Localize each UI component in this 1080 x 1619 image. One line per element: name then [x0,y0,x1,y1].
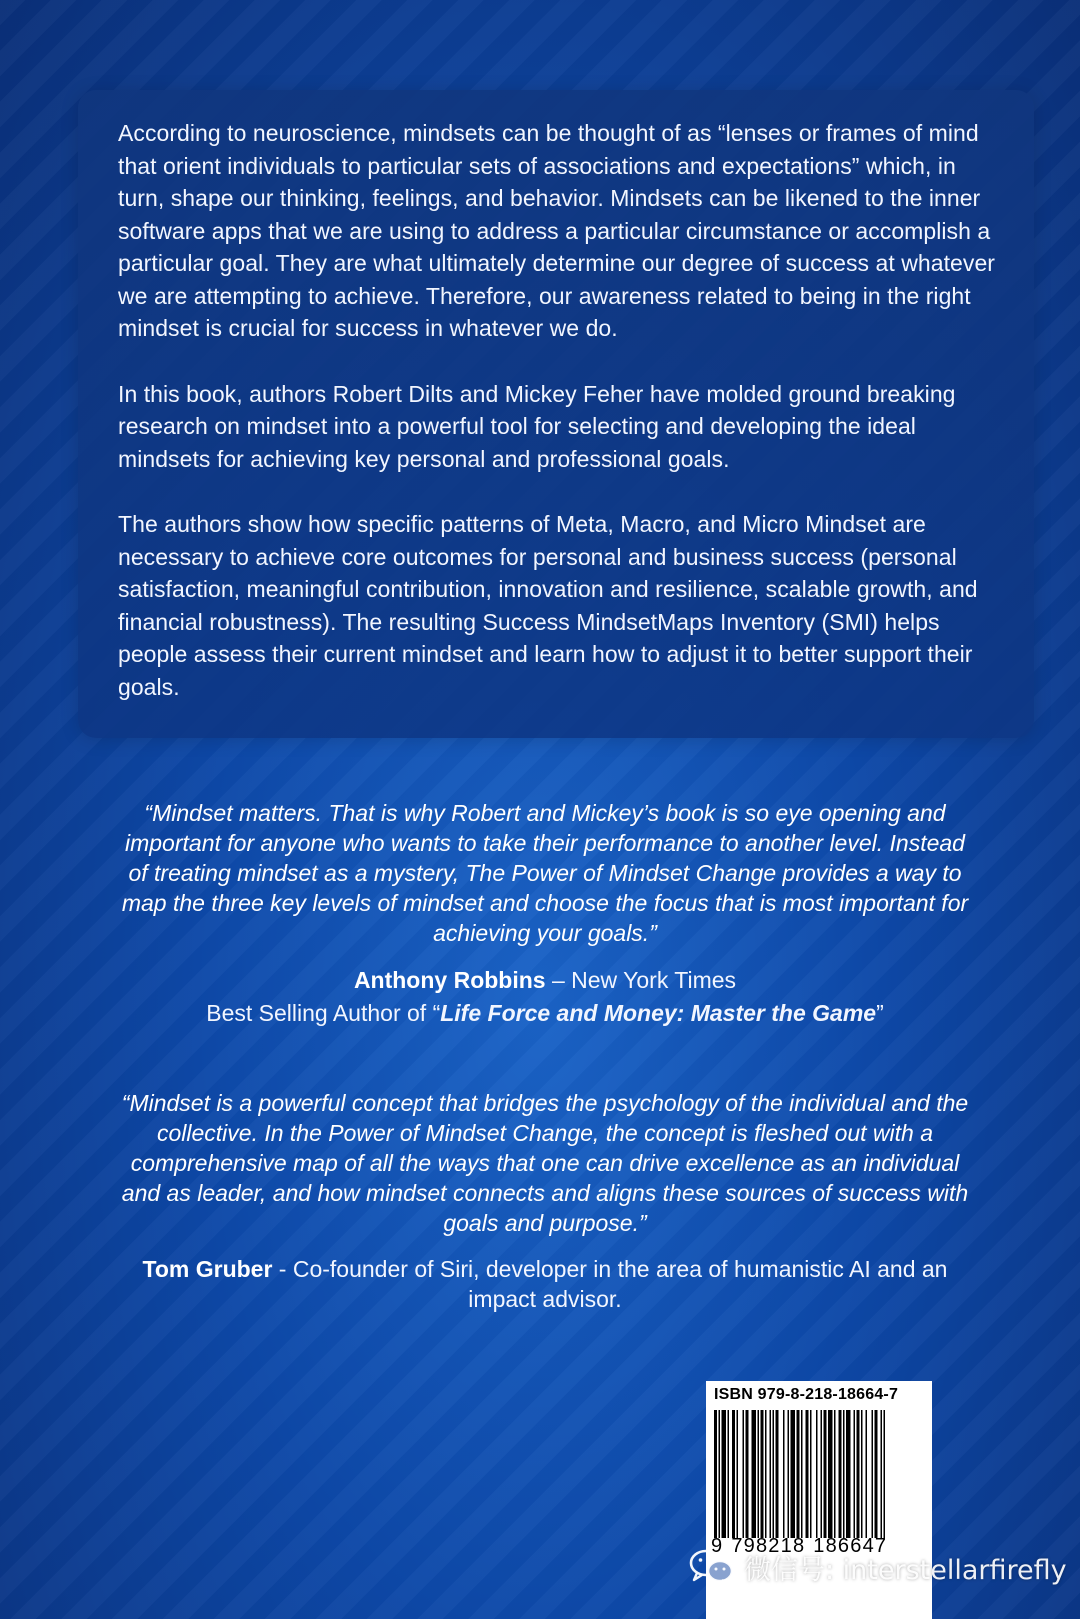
barcode-bar [843,1410,845,1538]
barcode-digit-group-2: 186647 [813,1535,888,1557]
author-role: - Co-founder of Siri, developer in the area of humanistic AI and an impact advisor. [272,1256,948,1312]
testimonial-gruber [120,1088,970,1314]
barcode-bar [722,1410,727,1538]
wechat-icon [688,1547,736,1587]
barcode-bar [728,1410,730,1538]
author-name: Tom Gruber [142,1256,273,1282]
barcode-bar [821,1410,823,1538]
barcode-bar [737,1410,739,1538]
barcode-digit-group-1: 798218 [731,1535,806,1557]
barcode-bar [857,1410,860,1538]
attribution-suffix: ” [876,1000,884,1026]
author-name: Anthony Robbins [353,967,546,993]
barcode-bar [872,1410,874,1538]
barcode-bar [810,1410,812,1538]
barcode-lead-digit: 9 [711,1535,724,1557]
barcode-bar [773,1410,775,1538]
barcode-bar [752,1410,757,1538]
barcode-bar [866,1410,868,1538]
barcode-bar [743,1410,745,1538]
barcode-bar [746,1410,749,1538]
barcode-bar [719,1410,721,1538]
watermark-text: 微信号: interstellarfirefly [744,1554,1067,1586]
isbn-label: ISBN 979-8-218-18664-7 [714,1386,899,1403]
barcode-bar [846,1410,851,1538]
blurb-paragraph-2: In this book, authors Robert Dilts and Mickey Feher have molded ground breaking research on mindset into a powerful tool for selecting and developing the ideal mindsets for achieving key personal and professional goals. [118,380,956,472]
barcode-bar [783,1410,785,1538]
barcode-bar [770,1410,772,1538]
attribution-prefix: Best Selling Author of “ [206,1000,441,1026]
barcode-bar [714,1410,717,1538]
blurb-paragraph-3: The authors show how specific patterns of Meta, Macro, and Micro Mindset are necessary to achieve core outcomes for personal and business success (personal satisfaction, meaningful contribution, innovation and resilience, scalable growth, and financial robustness). The resulting Success MindsetMaps Inventory (SMI) helps people assess their current mindset and learn how to adjust it to better support their goals. [118,511,978,700]
blurb-paragraph-1: According to neuroscience, mindsets can be thought of as “lenses or frames of mind that orient individuals to particular sets of associations and expectations” which, in turn, shape our thinking, feelings, and behavior. Mindsets can be likened to the inner software apps that we are using to address a particular circumstance or accomplish a particular goal. They are what ultimately determine our degree of success at whatever we are attempting to achieve. Therefore, our awareness related to being in the right mindset is crucial for success in whatever we do. [118,120,995,341]
barcode-bar [758,1410,760,1538]
barcode-bar [854,1410,856,1538]
testimonial-robbins [120,798,970,1030]
barcode-bar [884,1410,886,1538]
barcode-bar [881,1410,883,1538]
barcode-bar [797,1410,800,1538]
barcode-bar [776,1410,779,1538]
barcode-bar [839,1410,842,1538]
barcode-bars [712,1410,926,1538]
author-role: – New York Times [545,967,737,993]
barcode-bar [765,1410,767,1538]
testimonial-quote: “Mindset matters. That is why Robert and Mickey’s book is so eye opening and important for anyone who wants to take their performance to another level. Instead of treating mindset as a mystery, The Power of Mindset Change provides a way to map the three key levels of mindset and choose the focus that is most important for achieving your goals.” [121,800,969,946]
barcode-bar [828,1410,833,1538]
barcode-bar [788,1410,790,1538]
barcode-bar [801,1410,803,1538]
barcode-bar [806,1410,809,1538]
attribution-line-1 [120,964,970,997]
barcode-bar [791,1410,796,1538]
barcode-bar [816,1410,818,1538]
testimonial-attribution [120,964,970,1030]
book-title: Life Force and Money: Master the Game [440,1000,877,1026]
barcode-bar [861,1410,863,1538]
testimonial-quote: “Mindset is a powerful concept that bridges the psychology of the individual and the collective. In the Power of Mindset Change, the concept is fleshed out with a comprehensive map of all the ways that one can drive excellence as an individual and as leader, and how mindset connects and aligns these sources of success with goals and purpose.” [121,1090,969,1236]
barcode-bar [732,1410,735,1538]
testimonial-attribution [120,1254,970,1314]
attribution-line-2 [120,997,970,1030]
blurb-panel [78,90,1034,738]
barcode-bar [875,1410,878,1538]
barcode-bar [761,1410,764,1538]
wechat-watermark [688,1547,1067,1587]
barcode-bar [834,1410,836,1538]
barcode-bar [824,1410,827,1538]
